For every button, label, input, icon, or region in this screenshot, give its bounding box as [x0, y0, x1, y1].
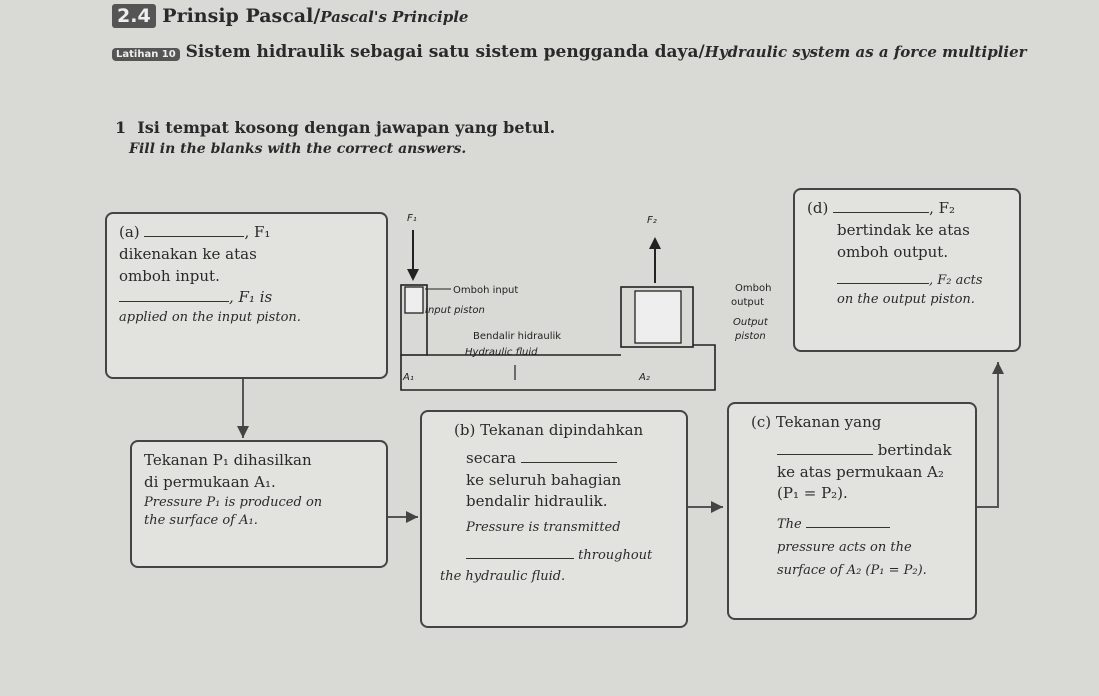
box-c-line2: ke atas permukaan A₂ — [777, 462, 944, 481]
diagram-output-piston-en-1: Output — [733, 317, 768, 328]
box-b — [420, 410, 688, 628]
box-b-line1: secara — [466, 448, 517, 467]
box-c-en3: surface of A₂ (P₁ = P₂). — [777, 562, 927, 578]
diagram-output-piston-1: Omboh — [735, 283, 772, 294]
box-b-en2: throughout — [578, 547, 653, 563]
diagram-fluid: Bendalir hidraulik — [473, 331, 562, 342]
box-d — [793, 188, 1021, 352]
box-b-blank-2[interactable] — [466, 544, 574, 559]
diagram-a1: A₁ — [403, 372, 414, 383]
box-p1-line1: Tekanan P₁ dihasilkan — [144, 451, 312, 469]
diagram-f1-label: F₁ — [407, 213, 417, 224]
box-c-blank-2[interactable] — [806, 513, 890, 528]
box-a-line1: dikenakan ke atas — [119, 244, 257, 263]
box-d-line2: omboh output. — [837, 242, 949, 261]
section-title-en: Pascal's Principle — [320, 8, 469, 26]
diagram-output-piston-en-2: piston — [735, 331, 766, 342]
box-p1-en1: Pressure P₁ is produced on — [144, 494, 323, 510]
f2-arrowhead — [649, 237, 661, 249]
box-c-en1: The — [777, 517, 802, 532]
diagram-output-piston-2: output — [731, 297, 764, 308]
box-a — [105, 212, 388, 379]
box-d-f2: , F₂ — [929, 199, 956, 217]
diagram-f2-label: F₂ — [647, 215, 657, 226]
box-p1-line2: di permukaan A₁. — [144, 472, 276, 491]
input-piston — [405, 287, 423, 313]
box-b-en3: the hydraulic fluid. — [440, 568, 566, 584]
box-c-line3: (P₁ = P₂). — [777, 484, 848, 503]
arrow-c-to-d — [975, 362, 998, 507]
box-c-blank-1[interactable] — [777, 440, 873, 455]
diagram-input-piston: Omboh input — [453, 285, 519, 296]
exercise-title-text: Sistem hidraulik sebagai satu sistem pengganda daya/ — [185, 42, 705, 62]
exercise-title-en: Hydraulic system as a force multiplier — [704, 43, 1027, 61]
box-p1-en2: the surface of A₁. — [144, 513, 258, 529]
section-badge: 2.4 — [112, 4, 156, 28]
box-d-blank-2[interactable] — [837, 269, 929, 284]
box-a-f1: , F₁ — [244, 223, 271, 241]
hydraulic-diagram — [385, 205, 795, 395]
diagram-input-piston-en: Input piston — [425, 305, 485, 316]
box-b-line2: ke seluruh bahagian — [466, 470, 622, 489]
box-a-f1-is: , F₁ is — [229, 288, 273, 307]
box-b-label: (b) Tekanan dipindahkan — [454, 421, 644, 439]
diagram-a2: A₂ — [639, 372, 650, 383]
exercise-badge: Latihan 10 — [112, 48, 180, 61]
fluid-tank — [401, 345, 715, 390]
box-b-en1: Pressure is transmitted — [466, 520, 621, 535]
box-b-blank-1[interactable] — [521, 448, 617, 463]
box-c-line1: bertindak — [877, 440, 952, 459]
box-d-f2-acts: , F₂ acts — [929, 273, 983, 289]
box-a-en: applied on the input piston. — [119, 310, 301, 325]
question-number: 1 — [115, 118, 127, 137]
box-d-line1: bertindak ke atas — [837, 220, 970, 239]
box-a-line2: omboh input. — [119, 266, 220, 285]
box-a-blank-2[interactable] — [119, 287, 229, 302]
box-a-label: (a) — [119, 223, 140, 241]
box-c — [727, 402, 977, 620]
box-a-blank-1[interactable] — [144, 222, 244, 237]
box-c-en2: pressure acts on the — [777, 539, 912, 555]
f1-arrowhead — [407, 269, 419, 281]
diagram-fluid-en: Hydraulic fluid — [465, 347, 538, 358]
question-text-en: Fill in the blanks with the correct answers. — [129, 141, 467, 157]
box-d-label: (d) — [807, 199, 829, 217]
section-title-text: Prinsip Pascal/ — [162, 5, 321, 27]
output-piston — [635, 291, 681, 343]
question-text: Isi tempat kosong dengan jawapan yang betul. — [137, 118, 556, 137]
box-b-line3: bendalir hidraulik. — [466, 492, 608, 511]
box-d-blank-1[interactable] — [833, 198, 929, 213]
box-c-label: (c) Tekanan yang — [751, 413, 882, 431]
box-d-en: on the output piston. — [837, 292, 975, 308]
box-pressure-p1 — [130, 440, 388, 568]
